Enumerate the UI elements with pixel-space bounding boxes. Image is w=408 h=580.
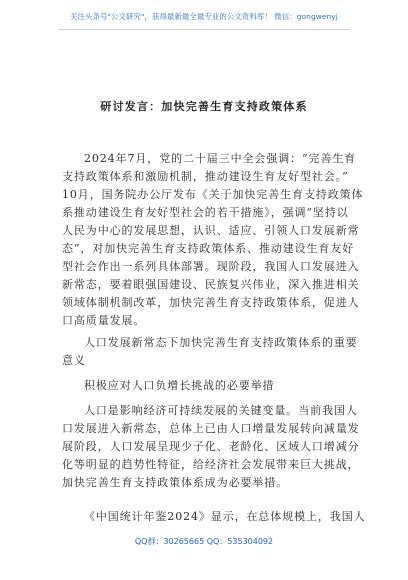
header-divider xyxy=(58,29,350,30)
subheading xyxy=(62,377,274,395)
text-line: 10月，国务院办公厅发布《关于加快完善生育支持政策体 xyxy=(62,188,364,201)
text-line: 人民为中心的发展思想，认识、适应、引领人口发展新常 xyxy=(62,224,360,237)
text-line: 积极应对人口负增长挑战的必要举措 xyxy=(84,379,275,392)
page-header xyxy=(0,0,408,32)
text-line: 口高质量发展。 xyxy=(62,314,146,327)
text-line: 人口发展新常态下加快完善生育支持政策体系的重要 xyxy=(84,336,358,349)
text-line: 型社会作出一系列具体部署。现阶段，我国人口发展进入 xyxy=(62,260,360,273)
text-line: 《中国统计年鉴2024》显示，在总体规模上，我国人 xyxy=(84,510,366,523)
paragraph-intro xyxy=(62,150,363,330)
paragraph-population xyxy=(62,402,360,492)
text-line: 系推动建设生育友好型社会的若干措施》，强调“坚持以 xyxy=(62,206,349,219)
text-line: 意义 xyxy=(62,354,86,367)
text-line: 加快完善生育支持政策体系成为必要举措。 xyxy=(62,476,289,489)
section-heading xyxy=(62,334,358,370)
text-line: 人口是影响经济可持续发展的关键变量。当前我国人 xyxy=(84,404,358,417)
text-line: 展阶段，人口发展呈现少子化、老龄化、区域人口增减分 xyxy=(62,440,360,453)
text-line: 新常态，要着眼强国建设、民族复兴伟业，深入推进相关 xyxy=(62,278,360,291)
paragraph-statistics xyxy=(62,508,366,526)
text-line: 支持政策体系和激励机制，推动建设生育友好型社会。” xyxy=(62,170,349,183)
footer-contact: QQ群：30265665 QQ：535304092 xyxy=(134,537,274,546)
text-line: 化等明显的趋势性特征，给经济社会发展带来巨大挑战， xyxy=(62,458,360,471)
header-promo-text: 关注头条号"公文研究"，获得最新最全最专业的公文资料库！ 微信：gongwenyj xyxy=(70,12,338,21)
text-line: 口发展进入新常态，总体上已由人口增量发展转向减量发 xyxy=(62,422,360,435)
text-line: 态”，对加快完善生育支持政策体系、推动建设生育友好 xyxy=(62,242,355,255)
document-title: 研讨发言：加快完善生育支持政策体系 xyxy=(100,100,308,113)
text-line: 领域体制机制改革，加快完善生育支持政策体系，促进人 xyxy=(62,296,360,309)
text-line: 2024年7月，党的二十届三中全会强调：“完善生育 xyxy=(84,152,357,165)
